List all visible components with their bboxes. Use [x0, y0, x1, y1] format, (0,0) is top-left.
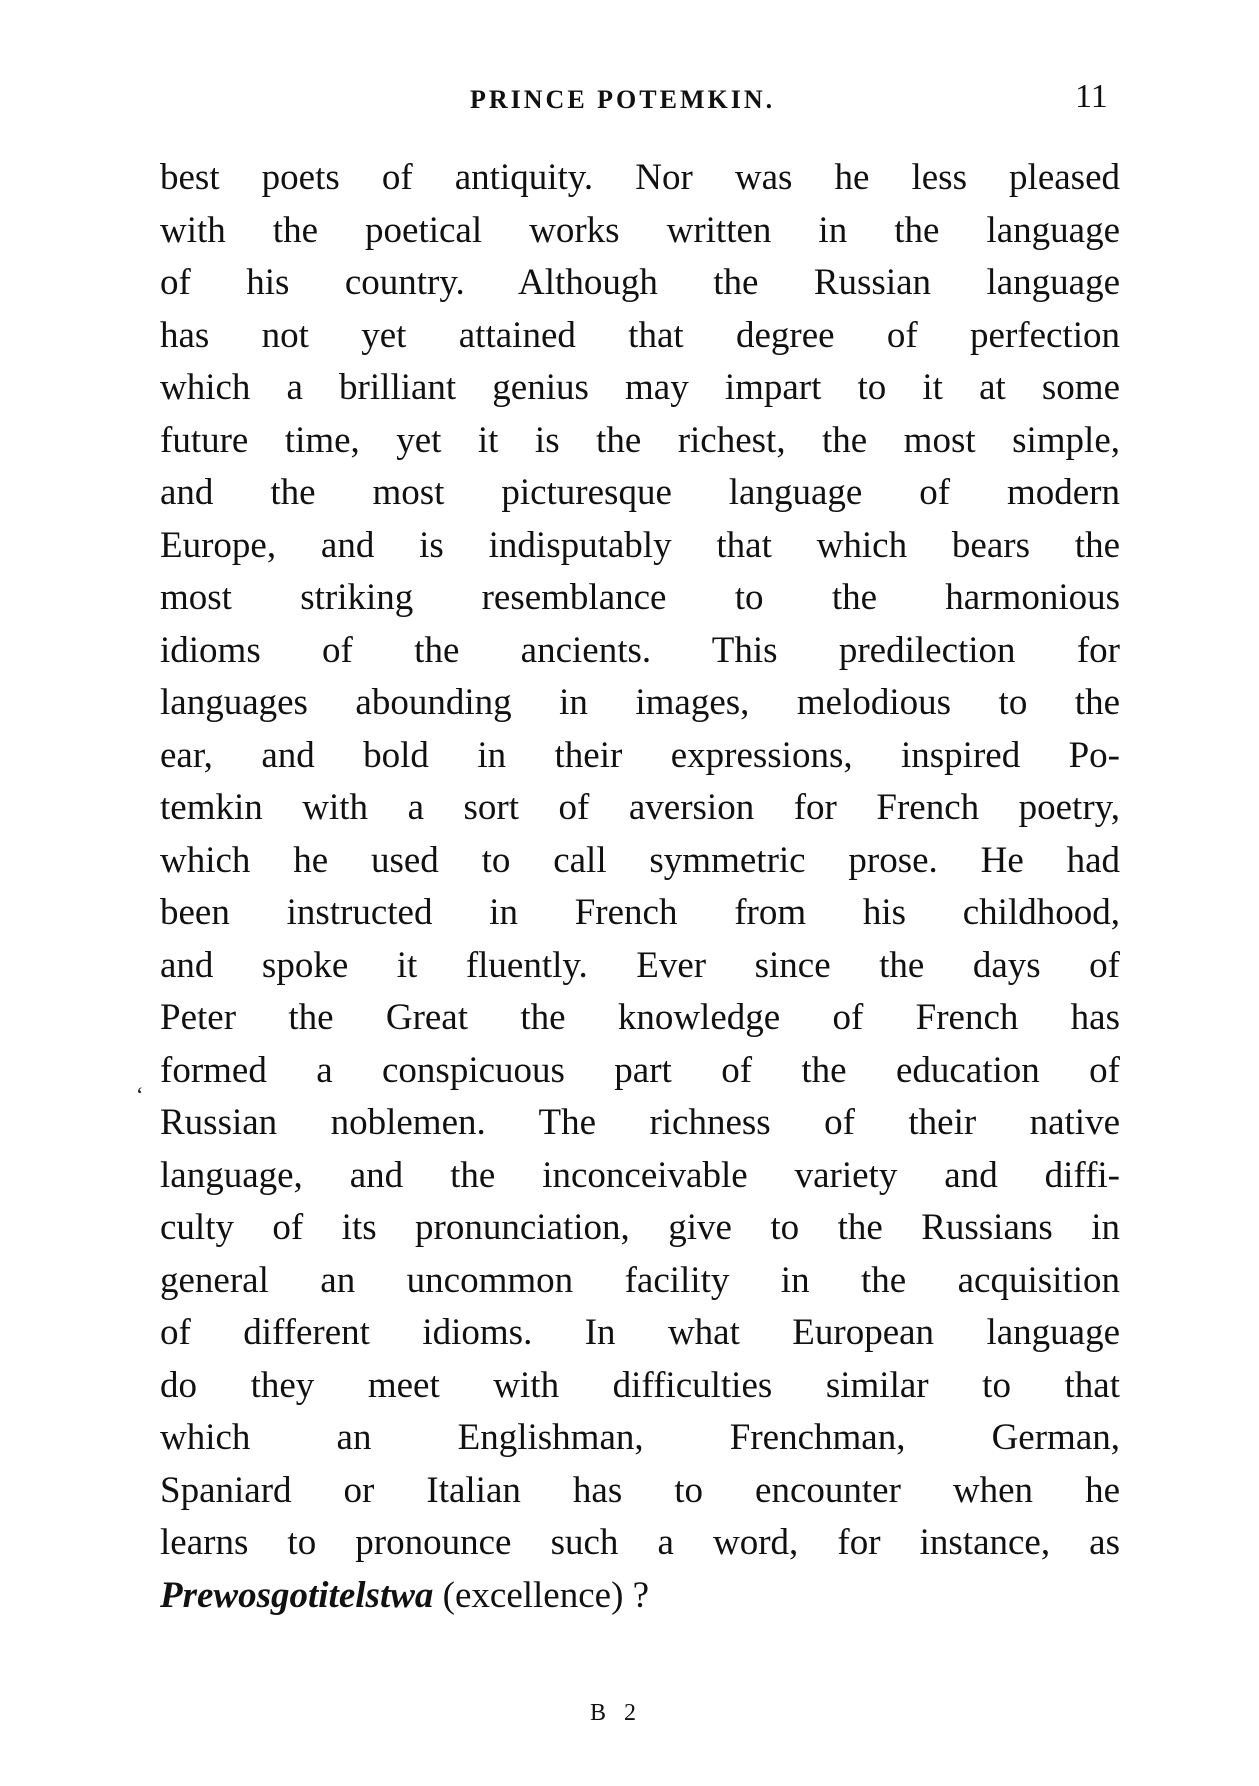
text-line: culty of its pronunciation, give to the Russians in	[160, 1207, 1120, 1248]
text-line: future time, yet it is the richest, the most simple,	[160, 419, 1120, 461]
final-text-line	[160, 1570, 1120, 1623]
text-line: Europe, and is indisputably that which bears the	[160, 524, 1120, 566]
text-line: formed a conspicuous part of the education of	[160, 1049, 1120, 1091]
text-line: of different idioms. In what European language	[160, 1312, 1120, 1353]
text-line: of his country. Although the Russian language	[160, 262, 1120, 303]
signature-mark: B 2	[590, 1700, 643, 1726]
text-line: general an uncommon facility in the acquisition	[160, 1259, 1120, 1301]
text-line: temkin with a sort of aversion for French poetry,	[160, 787, 1120, 828]
italic-word: Prewosgotitelstwa	[160, 1574, 434, 1616]
text-line: with the poetical works written in the language	[160, 209, 1120, 251]
text-line: learns to pronounce such a word, for instance, as	[160, 1522, 1120, 1563]
text-line: which a brilliant genius may impart to it at some	[160, 367, 1120, 408]
text-line: Russian noblemen. The richness of their native	[160, 1102, 1120, 1143]
running-title: PRINCE POTEMKIN.	[470, 85, 776, 114]
text-line: Peter the Great the knowledge of French has	[160, 997, 1120, 1038]
text-line: Spaniard or Italian has to encounter when he	[160, 1469, 1120, 1511]
text-line: most striking resemblance to the harmonious	[160, 577, 1120, 618]
margin-mark: ‘	[136, 1082, 144, 1107]
text-line: idioms of the ancients. This predilection for	[160, 629, 1120, 671]
text-line: languages abounding in images, melodious to the	[160, 682, 1120, 723]
text-line: and spoke it fluently. Ever since the days of	[160, 944, 1120, 986]
page-number: 11	[1075, 78, 1108, 115]
text-line: which an Englishman, Frenchman, German,	[160, 1417, 1120, 1458]
text-line: language, and the inconceivable variety and diffi-	[160, 1154, 1120, 1196]
text-line: best poets of antiquity. Nor was he less pleased	[160, 157, 1120, 198]
final-line-rest: (excellence) ?	[433, 1574, 650, 1616]
body-text	[160, 152, 1120, 1622]
text-line: has not yet attained that degree of perfection	[160, 314, 1120, 356]
text-line: do they meet with difficulties similar to that	[160, 1364, 1120, 1406]
text-line: ear, and bold in their expressions, inspired Po-	[160, 734, 1120, 776]
text-line: been instructed in French from his childhood,	[160, 892, 1120, 933]
text-line: which he used to call symmetric prose. He had	[160, 839, 1120, 881]
text-line: and the most picturesque language of modern	[160, 472, 1120, 513]
